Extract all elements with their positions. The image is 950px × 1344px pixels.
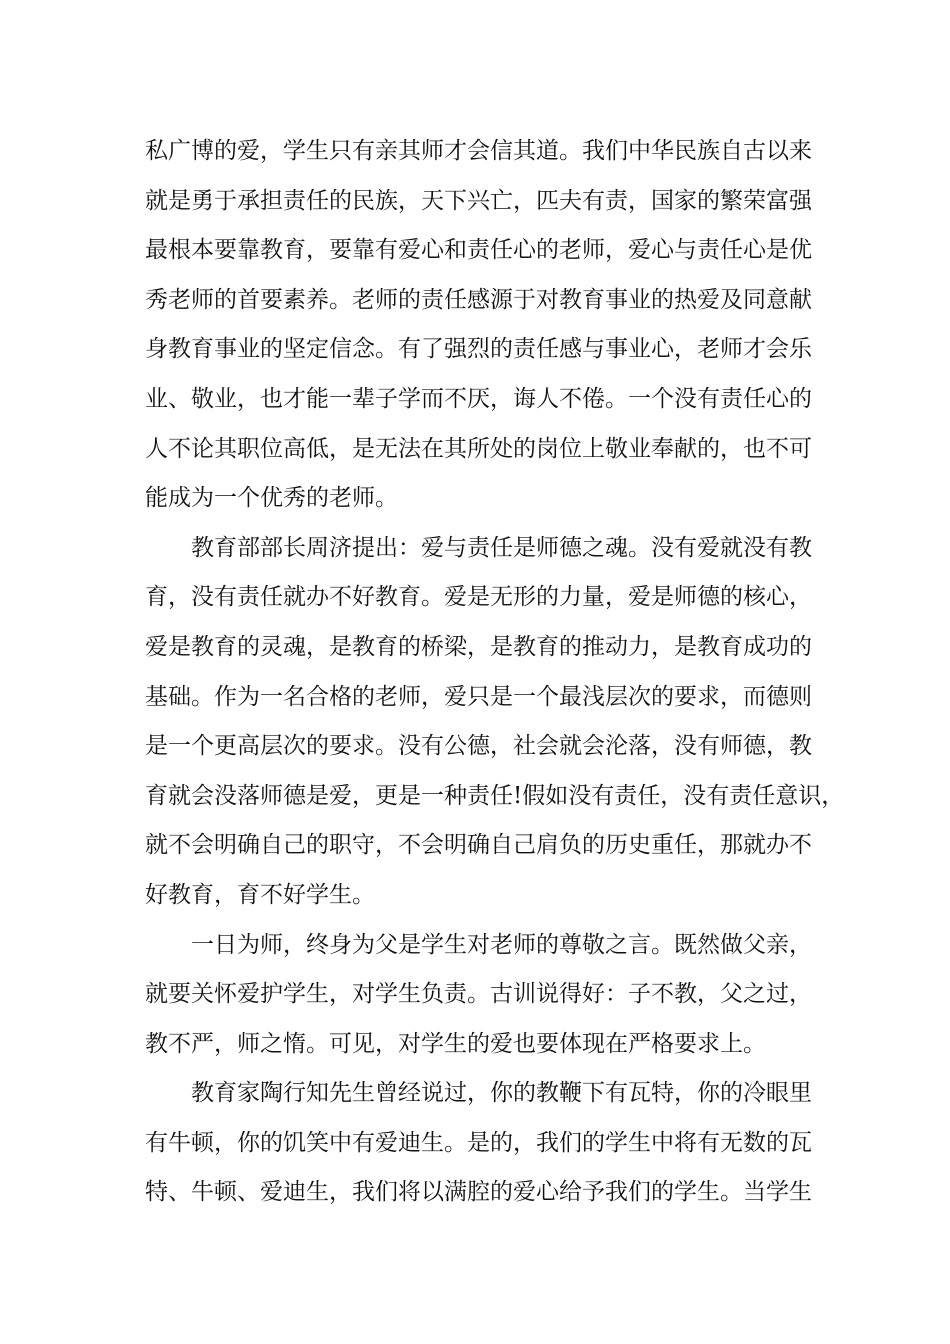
text-line: 有牛顿，你的饥笑中有爱迪生。是的，我们的学生中将有无数的瓦	[145, 1129, 812, 1156]
text-line: 爱是教育的灵魂，是教育的桥梁，是教育的推动力，是教育成功的	[145, 633, 812, 660]
text-line: 教育部部长周济提出：爱与责任是师德之魂。没有爱就没有教	[145, 534, 812, 561]
text-line: 就不会明确自己的职守，不会明确自己肩负的历史重任，那就办不	[145, 832, 812, 859]
text-line: 身教育事业的坚定信念。有了强烈的责任感与事业心，老师才会乐	[145, 336, 812, 363]
text-line: 能成为一个优秀的老师。	[145, 485, 398, 512]
body-text	[145, 127, 845, 1218]
text-line: 是一个更高层次的要求。没有公德，社会就会沦落，没有师德，教	[145, 733, 812, 760]
text-line: 教育家陶行知先生曾经说过，你的教鞭下有瓦特，你的冷眼里	[145, 1080, 812, 1107]
text-line: 教不严，师之惰。可见，对学生的爱也要体现在严格要求上。	[145, 1030, 766, 1057]
text-line: 就是勇于承担责任的民族，天下兴亡，匹夫有责，国家的繁荣富强	[145, 187, 812, 214]
text-line: 基础。作为一名合格的老师，爱只是一个最浅层次的要求，而德则	[145, 683, 812, 710]
text-line: 业、敬业，也才能一辈子学而不厌，诲人不倦。一个没有责任心的	[145, 385, 812, 412]
text-line: 一日为师，终身为父是学生对老师的尊敬之言。既然做父亲，	[145, 931, 812, 958]
text-line: 特、牛顿、爱迪生，我们将以满腔的爱心给予我们的学生。当学生	[145, 1179, 812, 1206]
text-line: 育就会没落师德是爱，更是一种责任!假如没有责任，没有责任意识，	[145, 782, 845, 809]
text-line: 最根本要靠教育，要靠有爱心和责任心的老师，爱心与责任心是优	[145, 237, 812, 264]
text-line: 私广博的爱，学生只有亲其师才会信其道。我们中华民族自古以来	[145, 138, 812, 164]
text-line: 秀老师的首要素养。老师的责任感源于对教育事业的热爱及同意献	[145, 286, 812, 313]
text-line: 人不论其职位高低，是无法在其所处的岗位上敬业奉献的，也不可	[145, 435, 812, 462]
text-line: 育，没有责任就办不好教育。爱是无形的力量，爱是师德的核心，	[145, 584, 812, 611]
text-line: 就要关怀爱护学生，对学生负责。古训说得好：子不教，父之过，	[145, 981, 812, 1008]
text-line: 好教育，育不好学生。	[145, 881, 375, 908]
